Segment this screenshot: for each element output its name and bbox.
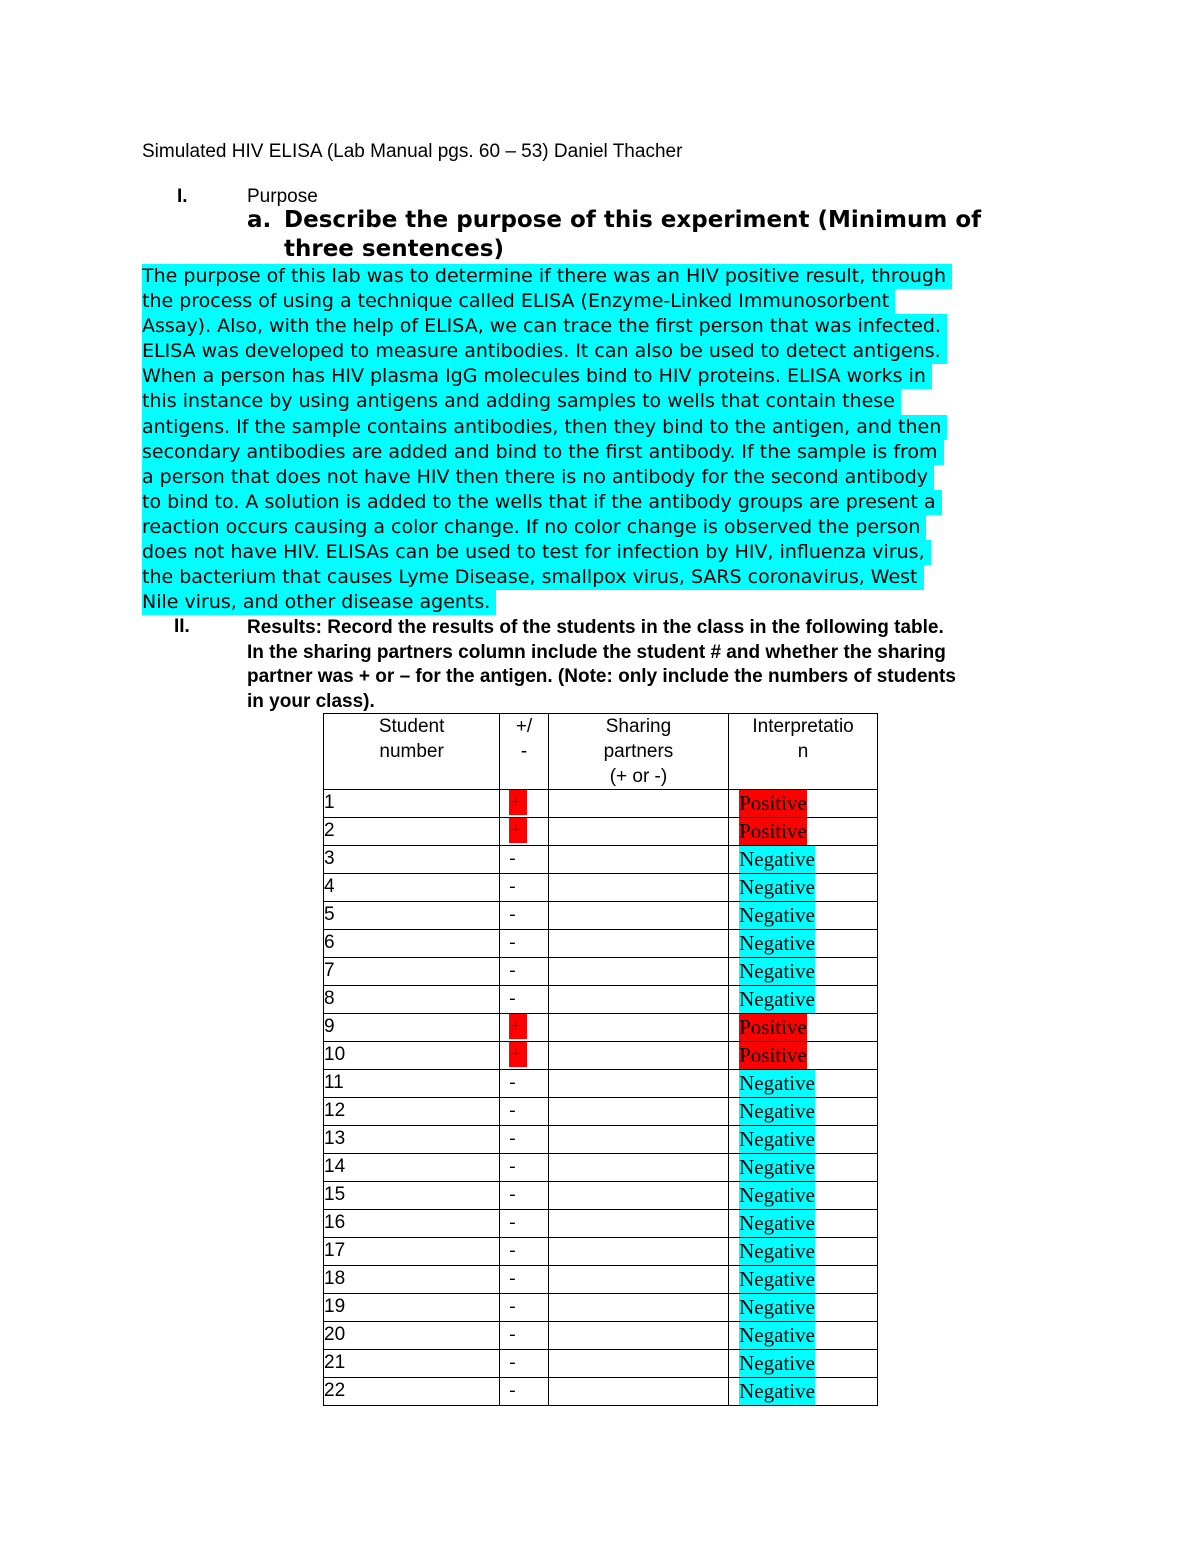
interpretation-value: Negative: [739, 1323, 815, 1347]
interpretation-value: Negative: [739, 1295, 815, 1319]
sign-cell: [500, 1098, 549, 1126]
sign-value: -: [509, 1240, 516, 1261]
header-sharing-line-3: (+ or -): [609, 766, 668, 787]
sharing-partners-cell[interactable]: [548, 1322, 728, 1350]
student-number-cell: 5: [324, 902, 500, 930]
question-line-1: Describe the purpose of this experiment (Minimum of: [284, 207, 982, 233]
interpretation-cell: [729, 1378, 878, 1406]
header-interpretation: [729, 714, 878, 790]
question-letter: a.: [247, 207, 272, 233]
interpretation-cell: [729, 1014, 878, 1042]
sign-value: +: [509, 1042, 527, 1067]
sign-cell: [500, 790, 549, 818]
purpose-line: [142, 289, 1072, 314]
purpose-line: [142, 389, 1072, 414]
table-row: [324, 1154, 878, 1182]
sharing-partners-cell[interactable]: [548, 902, 728, 930]
student-number-cell: 12: [324, 1098, 500, 1126]
purpose-line: [142, 490, 1072, 515]
sharing-partners-cell[interactable]: [548, 790, 728, 818]
header-sharing-line-2: partners: [603, 741, 674, 762]
sign-value: -: [509, 1072, 516, 1093]
sharing-partners-cell[interactable]: [548, 1126, 728, 1154]
table-row: [324, 1042, 878, 1070]
student-number-cell: 18: [324, 1266, 500, 1294]
interpretation-cell: [729, 1154, 878, 1182]
interpretation-cell: [729, 846, 878, 874]
header-student-line-2: number: [379, 741, 444, 762]
section-2-number: II.: [174, 616, 190, 637]
student-number-cell: 21: [324, 1350, 500, 1378]
purpose-line-text: antigens. If the sample contains antibodies, then they bind to the antigen, and then: [142, 415, 947, 440]
interpretation-value: Negative: [739, 875, 815, 899]
interpretation-value: Negative: [739, 1127, 815, 1151]
results-line-2: In the sharing partners column include the student # and whether the sharing: [247, 641, 946, 663]
sign-cell: [500, 874, 549, 902]
interpretation-cell: [729, 1098, 878, 1126]
sign-cell: [500, 1154, 549, 1182]
interpretation-value: Positive: [739, 1015, 807, 1039]
sign-cell: [500, 1322, 549, 1350]
section-1-number: I.: [177, 186, 188, 207]
student-number-cell: 15: [324, 1182, 500, 1210]
student-number-cell: 6: [324, 930, 500, 958]
interpretation-cell: [729, 1350, 878, 1378]
sharing-partners-cell[interactable]: [548, 1154, 728, 1182]
table-row: [324, 986, 878, 1014]
sign-value: -: [509, 1156, 516, 1177]
header-sign-line-2: -: [520, 741, 528, 762]
purpose-line: [142, 440, 1072, 465]
interpretation-value: Negative: [739, 1379, 815, 1403]
sign-value: -: [509, 1380, 516, 1401]
sharing-partners-cell[interactable]: [548, 1042, 728, 1070]
table-row: [324, 1098, 878, 1126]
sign-cell: [500, 1266, 549, 1294]
interpretation-value: Negative: [739, 1239, 815, 1263]
sign-cell: [500, 1238, 549, 1266]
sign-value: -: [509, 1100, 516, 1121]
sign-value: -: [509, 1296, 516, 1317]
sign-value: -: [509, 960, 516, 981]
purpose-line: [142, 264, 1072, 289]
sign-cell: [500, 846, 549, 874]
interpretation-cell: [729, 902, 878, 930]
sign-value: -: [509, 932, 516, 953]
table-row: [324, 874, 878, 902]
interpretation-cell: [729, 1126, 878, 1154]
table-row: [324, 930, 878, 958]
header-student-number: [324, 714, 500, 790]
sign-cell: [500, 1210, 549, 1238]
interpretation-value: Negative: [739, 847, 815, 871]
purpose-line-text: does not have HIV. ELISAs can be used to test for infection by HIV, influenza virus,: [142, 540, 931, 565]
purpose-line-text: secondary antibodies are added and bind to the first antibody. If the sample is from: [142, 440, 944, 465]
purpose-line-text: the bacterium that causes Lyme Disease, smallpox virus, SARS coronavirus, West: [142, 565, 924, 590]
sign-cell: [500, 902, 549, 930]
purpose-line: [142, 515, 1072, 540]
table-row: [324, 958, 878, 986]
interpretation-cell: [729, 874, 878, 902]
sign-cell: [500, 1350, 549, 1378]
student-number-cell: 22: [324, 1378, 500, 1406]
interpretation-cell: [729, 1182, 878, 1210]
header-student-line-1: Student: [378, 716, 445, 737]
sharing-partners-cell[interactable]: [548, 1182, 728, 1210]
results-line-1: Results: Record the results of the students in the class in the following table.: [247, 617, 944, 638]
sharing-partners-cell[interactable]: [548, 1266, 728, 1294]
sharing-partners-cell[interactable]: [548, 986, 728, 1014]
sign-cell: [500, 930, 549, 958]
interpretation-value: Negative: [739, 1183, 815, 1207]
interpretation-value: Negative: [739, 1267, 815, 1291]
sign-value: -: [509, 988, 516, 1009]
section-1-label: Purpose: [247, 186, 318, 207]
sign-cell: [500, 818, 549, 846]
sign-value: +: [509, 1014, 527, 1039]
student-number-cell: 3: [324, 846, 500, 874]
purpose-line: [142, 314, 1072, 339]
interpretation-cell: [729, 1238, 878, 1266]
interpretation-cell: [729, 1266, 878, 1294]
sign-value: -: [509, 1184, 516, 1205]
purpose-line: [142, 415, 1072, 440]
sign-cell: [500, 986, 549, 1014]
purpose-line-text: ELISA was developed to measure antibodies. It can also be used to detect antigens.: [142, 339, 947, 364]
interpretation-value: Positive: [739, 819, 807, 843]
table-row: [324, 902, 878, 930]
table-row: [324, 1294, 878, 1322]
interpretation-value: Negative: [739, 1351, 815, 1375]
table-row: [324, 1238, 878, 1266]
sharing-partners-cell[interactable]: [548, 1350, 728, 1378]
table-row: [324, 1266, 878, 1294]
results-table: [323, 713, 878, 1406]
interpretation-value: Negative: [739, 1211, 815, 1235]
purpose-line: [142, 364, 1072, 389]
header-interp-line-1: Interpretatio: [752, 716, 854, 737]
sharing-partners-cell[interactable]: [548, 1238, 728, 1266]
student-number-cell: 10: [324, 1042, 500, 1070]
sign-cell: [500, 1126, 549, 1154]
table-row: [324, 1014, 878, 1042]
sign-value: -: [509, 1324, 516, 1345]
interpretation-cell: [729, 1322, 878, 1350]
table-row: [324, 1378, 878, 1406]
student-number-cell: 11: [324, 1070, 500, 1098]
student-number-cell: 20: [324, 1322, 500, 1350]
document-title: Simulated HIV ELISA (Lab Manual pgs. 60 – 53) Daniel Thacher: [142, 141, 683, 162]
student-number-cell: 1: [324, 790, 500, 818]
student-number-cell: 4: [324, 874, 500, 902]
interpretation-value: Negative: [739, 987, 815, 1011]
sharing-partners-cell[interactable]: [548, 958, 728, 986]
table-row: [324, 818, 878, 846]
interpretation-cell: [729, 1042, 878, 1070]
sign-cell: [500, 1182, 549, 1210]
table-row: [324, 846, 878, 874]
question-line-2: three sentences): [284, 236, 504, 262]
interpretation-value: Negative: [739, 1071, 815, 1095]
purpose-line-text: a person that does not have HIV then there is no antibody for the second antibody: [142, 465, 934, 490]
sharing-partners-cell[interactable]: [548, 1210, 728, 1238]
purpose-line-text: When a person has HIV plasma IgG molecules bind to HIV proteins. ELISA works in: [142, 364, 932, 389]
purpose-line: [142, 465, 1072, 490]
student-number-cell: 2: [324, 818, 500, 846]
interpretation-cell: [729, 818, 878, 846]
sharing-partners-cell[interactable]: [548, 1378, 728, 1406]
sign-value: -: [509, 1352, 516, 1373]
table-row: [324, 1070, 878, 1098]
interpretation-cell: [729, 1070, 878, 1098]
table-row: [324, 1182, 878, 1210]
purpose-line-text: this instance by using antigens and adding samples to wells that contain these: [142, 389, 901, 414]
sharing-partners-cell[interactable]: [548, 874, 728, 902]
purpose-line-text: The purpose of this lab was to determine if there was an HIV positive result, through: [142, 264, 952, 289]
student-number-cell: 13: [324, 1126, 500, 1154]
interpretation-value: Negative: [739, 959, 815, 983]
sharing-partners-cell[interactable]: [548, 1014, 728, 1042]
interpretation-cell: [729, 1210, 878, 1238]
student-number-cell: 7: [324, 958, 500, 986]
table-row: [324, 1350, 878, 1378]
results-instructions: [247, 616, 1077, 714]
header-sharing-partners: [548, 714, 728, 790]
purpose-line-text: Nile virus, and other disease agents.: [142, 590, 496, 615]
purpose-line: [142, 339, 1072, 364]
sign-cell: [500, 1014, 549, 1042]
table-row: [324, 1126, 878, 1154]
purpose-line: [142, 540, 1072, 565]
results-line-4: in your class).: [247, 690, 375, 712]
sharing-partners-cell[interactable]: [548, 818, 728, 846]
purpose-line-text: reaction occurs causing a color change. If no color change is observed the person: [142, 515, 926, 540]
header-sign: [500, 714, 549, 790]
sign-value: -: [509, 1212, 516, 1233]
sign-value: -: [509, 876, 516, 897]
sharing-partners-cell[interactable]: [548, 1098, 728, 1126]
sign-value: -: [509, 848, 516, 869]
header-interp-line-2: n: [797, 741, 809, 762]
interpretation-value: Positive: [739, 1043, 807, 1067]
student-number-cell: 9: [324, 1014, 500, 1042]
sharing-partners-cell[interactable]: [548, 1070, 728, 1098]
table-row: [324, 790, 878, 818]
interpretation-value: Negative: [739, 903, 815, 927]
sign-cell: [500, 1378, 549, 1406]
interpretation-cell: [729, 790, 878, 818]
student-number-cell: 16: [324, 1210, 500, 1238]
interpretation-cell: [729, 1294, 878, 1322]
purpose-line-text: Assay). Also, with the help of ELISA, we can trace the first person that was infected.: [142, 314, 947, 339]
sign-value: -: [509, 1268, 516, 1289]
purpose-line-text: the process of using a technique called ELISA (Enzyme-Linked Immunosorbent: [142, 289, 895, 314]
sign-cell: [500, 958, 549, 986]
purpose-question: [247, 206, 1067, 264]
sign-value: -: [509, 904, 516, 925]
sign-value: +: [509, 818, 527, 843]
results-line-3: partner was + or – for the antigen. (Note: only include the numbers of students: [247, 666, 956, 688]
header-sharing-line-1: Sharing: [605, 716, 672, 737]
interpretation-cell: [729, 986, 878, 1014]
interpretation-cell: [729, 958, 878, 986]
interpretation-value: Negative: [739, 931, 815, 955]
purpose-answer: [142, 264, 1072, 615]
student-number-cell: 17: [324, 1238, 500, 1266]
interpretation-value: Positive: [739, 791, 807, 815]
interpretation-value: Negative: [739, 1099, 815, 1123]
student-number-cell: 14: [324, 1154, 500, 1182]
sharing-partners-cell[interactable]: [548, 846, 728, 874]
sharing-partners-cell[interactable]: [548, 1294, 728, 1322]
table-row: [324, 1322, 878, 1350]
table-row: [324, 1210, 878, 1238]
purpose-line: [142, 565, 1072, 590]
table-header-row: [324, 714, 878, 790]
sign-value: +: [509, 790, 527, 815]
sign-cell: [500, 1294, 549, 1322]
sign-value: -: [509, 1128, 516, 1149]
interpretation-value: Negative: [739, 1155, 815, 1179]
header-sign-line-1: +/: [515, 716, 533, 737]
sign-cell: [500, 1042, 549, 1070]
sharing-partners-cell[interactable]: [548, 930, 728, 958]
purpose-line: [142, 590, 1072, 615]
student-number-cell: 8: [324, 986, 500, 1014]
purpose-line-text: to bind to. A solution is added to the wells that if the antibody groups are present a: [142, 490, 942, 515]
student-number-cell: 19: [324, 1294, 500, 1322]
sign-cell: [500, 1070, 549, 1098]
interpretation-cell: [729, 930, 878, 958]
